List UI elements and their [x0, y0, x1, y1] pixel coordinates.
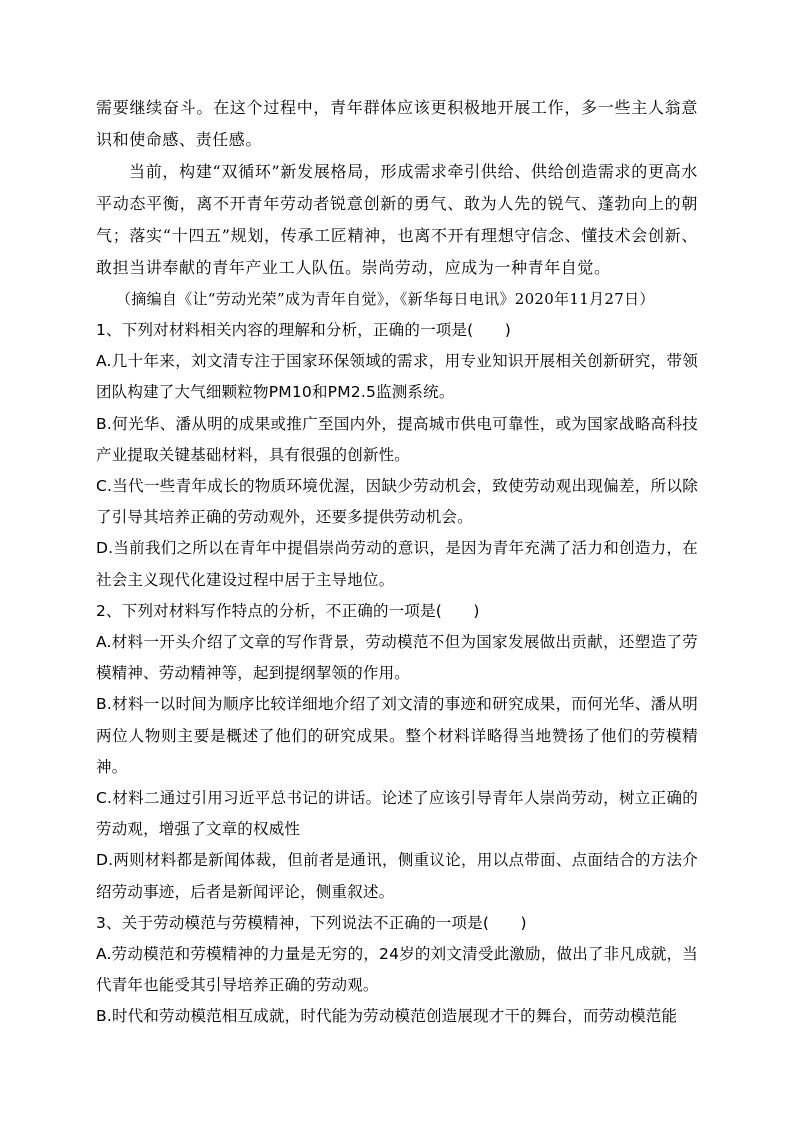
source-citation: （摘编自《让“劳动光荣”成为青年自觉》，《新华每日电讯》2020年11月27日）	[116, 290, 655, 308]
document-page	[96, 92, 698, 1033]
question-stem: 3、关于劳动模范与劳模精神，下列说法不正确的一项是( )	[96, 913, 527, 932]
option-a: A.材料一开头介绍了文章的写作背景，劳动模范不但为国家发展做出贡献，还塑造了劳模精神、劳动精神等，起到提纲挈领的作用。	[96, 633, 698, 683]
option-a: A.几十年来，刘文清专注于国家环保领域的需求，用专业知识开展相关创新研究，带领团队构建了大气细颗粒物PM10和PM2.5监测系统。	[96, 352, 698, 402]
option-c: C.当代一些青年成长的物质环境优渥，因缺少劳动机会，致使劳动观出现偏差，所以除了引导其培养正确的劳动观外，还要多提供劳动机会。	[96, 477, 698, 527]
option-a: A.劳动模范和劳模精神的力量是无穷的，24岁的刘文清受此激励，做出了非凡成就，当代青年也能受其引导培养正确的劳动观。	[96, 945, 698, 995]
question-3	[96, 908, 698, 1033]
question-2	[96, 596, 698, 908]
question-list	[96, 315, 698, 1033]
question-stem: 2、下列对材料写作特点的分析，不正确的一项是( )	[96, 601, 480, 620]
option-b: B.时代和劳动模范相互成就，时代能为劳动模范创造展现才干的舞台，而劳动模范能	[96, 1007, 678, 1026]
passage-paragraph: 需要继续奋斗。在这个过程中，青年群体应该更积极地开展工作，多一些主人翁意识和使命感、责任感。	[96, 98, 698, 149]
option-c: C.材料二通过引用习近平总书记的讲话。论述了应该引导青年人崇尚劳动，树立正确的劳动观，增强了文章的权威性	[96, 789, 698, 839]
option-d: D.两则材料都是新闻体裁，但前者是通讯，侧重议论，用以点带面、点面结合的方法介绍劳动事迹，后者是新闻评论，侧重叙述。	[96, 851, 698, 901]
passage-paragraph: 当前，构建“双循环”新发展格局，形成需求牵引供给、供给创造需求的更高水平动态平衡，离不开青年劳动者锐意创新的勇气、敢为人先的锐气、蓬勃向上的朝气；落实“十四五”规划，传承工匠精神，也离不开有理想守信念、懂技术会创新、敢担当讲奉献的青年产业工人队伍。崇尚劳动，应成为一种青年自觉。	[96, 162, 698, 277]
option-b: B.何光华、潘从明的成果或推广至国内外，提高城市供电可靠性，或为国家战略高科技产业提取关键基础材料，具有很强的创新性。	[96, 414, 698, 464]
option-b: B.材料一以时间为顺序比较详细地介绍了刘文清的事迹和研究成果，而何光华、潘从明两位人物则主要是概述了他们的研究成果。整个材料详略得当地赞扬了他们的劳模精神。	[96, 695, 698, 776]
option-d: D.当前我们之所以在青年中提倡崇尚劳动的意识，是因为青年充满了活力和创造力，在社会主义现代化建设过程中居于主导地位。	[96, 539, 698, 589]
question-1	[96, 315, 698, 596]
question-stem: 1、下列对材料相关内容的理解和分析，正确的一项是( )	[96, 321, 512, 339]
reading-passage	[96, 92, 698, 284]
